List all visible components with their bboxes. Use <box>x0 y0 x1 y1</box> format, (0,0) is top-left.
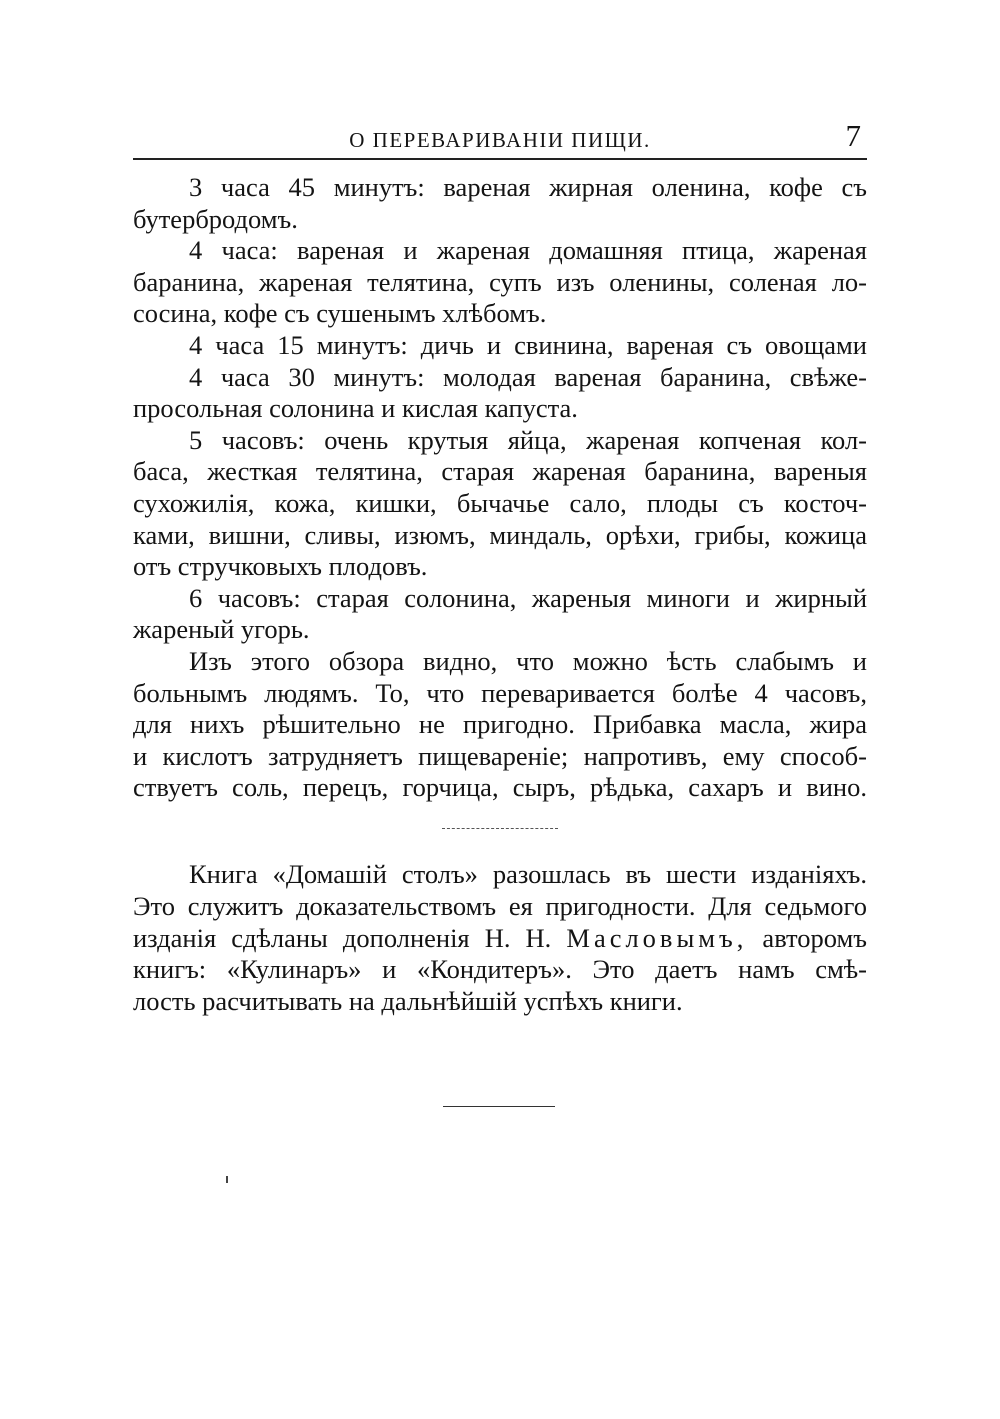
text-line: просольная солонина и кислая капуста. <box>133 393 578 424</box>
text-line: книгъ: «Кулинаръ» и «Кондитеръ». Это даетъ намъ смѣ- <box>133 954 867 985</box>
text-fragment: изданія сдѣланы дополненія Н. Н. <box>133 922 567 953</box>
author-name: Масловымъ, <box>566 922 748 953</box>
paragraph <box>133 646 867 804</box>
paragraph <box>133 425 867 583</box>
paragraph <box>133 172 867 235</box>
end-rule <box>443 1106 555 1107</box>
text-line: для нихъ рѣшительно не пригодно. Прибавка масла, жира <box>133 709 867 740</box>
text-line: Это служитъ доказательствомъ ея пригодности. Для седьмого <box>133 890 867 921</box>
text-line <box>133 923 867 955</box>
text-line: бутербродомъ. <box>133 203 298 234</box>
text-line: 4 часа 15 минутъ: дичь и свинина, вареная съ овощами <box>189 329 867 360</box>
text-line: 6 часовъ: старая солонина, жареныя миноги и жирный <box>189 582 867 613</box>
text-line: баранина, жареная телятина, супъ изъ оленины, соленая ло- <box>133 266 867 297</box>
text-line: баса, жесткая телятина, старая жареная баранина, вареныя <box>133 456 867 487</box>
main-text <box>133 172 867 804</box>
page-header <box>133 118 867 160</box>
text-line: 5 часовъ: очень крутыя яйца, жареная копченая кол- <box>189 424 867 455</box>
text-line: лость расчитывать на дальнѣйшій успѣхъ книги. <box>133 986 683 1017</box>
text-line: сосина, кофе съ сушенымъ хлѣбомъ. <box>133 298 547 329</box>
running-title: О ПЕРЕВАРИВАНІИ ПИЩИ. <box>349 128 651 152</box>
text-line: Книга «Домашій столъ» разошлась въ шести изданіяхъ. <box>189 859 867 889</box>
text-line: отъ стручковыхъ плодовъ. <box>133 551 428 582</box>
text-line: 4 часа: вареная и жареная домашняя птица, жареная <box>189 235 867 266</box>
text-line: 3 часа 45 минутъ: вареная жирная оленина, кофе съ <box>189 172 867 202</box>
text-line: ками, вишни, сливы, изюмъ, миндаль, орѣхи, грибы, кожица <box>133 519 867 550</box>
text-line: сухожилія, кожа, кишки, бычачье сало, плоды съ косточ- <box>133 487 867 518</box>
text-line: и кислотъ затрудняетъ пищевареніе; напротивъ, ему способ- <box>133 740 867 771</box>
text-line: ствуетъ соль, перецъ, горчица, сыръ, рѣдька, сахаръ и вино. <box>133 772 867 803</box>
print-speck <box>226 1176 228 1183</box>
section-divider <box>442 828 558 829</box>
text-line: 4 часа 30 минутъ: молодая вареная баранина, свѣже- <box>189 361 867 392</box>
paragraph <box>133 583 867 646</box>
text-line: жареный угорь. <box>133 614 310 645</box>
paragraph <box>133 235 867 330</box>
paragraph <box>133 362 867 425</box>
text-line: больнымъ людямъ. То, что переваривается болѣе 4 часовъ, <box>133 677 867 708</box>
text-line: Изъ этого обзора видно, что можно ѣсть слабымъ и <box>189 645 867 676</box>
paragraph <box>133 330 867 362</box>
text-fragment: авторомъ <box>747 922 867 953</box>
page-number: 7 <box>845 118 861 153</box>
publisher-note <box>133 859 867 1018</box>
